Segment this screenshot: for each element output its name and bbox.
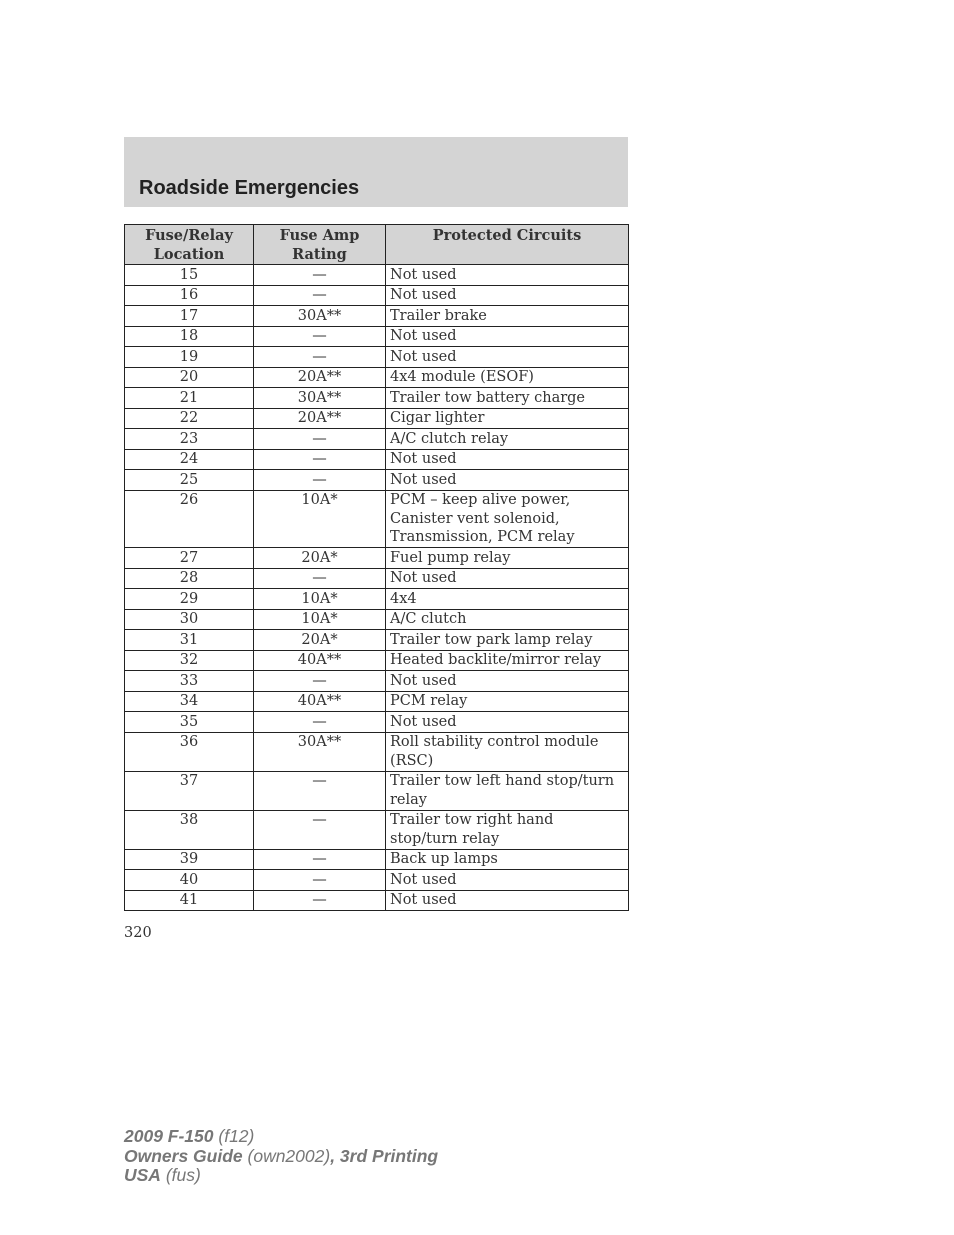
cell-location: 34: [125, 691, 254, 712]
cell-location: 35: [125, 712, 254, 733]
cell-location: 25: [125, 470, 254, 491]
table-row: [125, 630, 629, 651]
table-row: [125, 650, 629, 671]
cell-location: 37: [125, 771, 254, 810]
cell-circuits: Cigar lighter: [386, 408, 629, 429]
cell-location: 18: [125, 326, 254, 347]
cell-circuits: Not used: [386, 712, 629, 733]
cell-circuits: Fuel pump relay: [386, 548, 629, 569]
table-row: [125, 449, 629, 470]
cell-rating: —: [254, 568, 386, 589]
table-row: [125, 388, 629, 409]
cell-rating: —: [254, 285, 386, 306]
cell-location: 26: [125, 490, 254, 548]
cell-circuits: Trailer tow park lamp relay: [386, 630, 629, 651]
cell-rating: —: [254, 771, 386, 810]
document-footer: [124, 1127, 438, 1186]
cell-rating: —: [254, 429, 386, 450]
cell-rating: —: [254, 712, 386, 733]
cell-rating: 30A**: [254, 306, 386, 327]
table-row: [125, 849, 629, 870]
table-row: [125, 367, 629, 388]
table-row: [125, 609, 629, 630]
table-row: [125, 265, 629, 286]
footer-line-guide: Owners Guide (own2002), 3rd Printing: [124, 1145, 439, 1166]
cell-rating: 30A**: [254, 732, 386, 771]
cell-rating: 20A**: [254, 408, 386, 429]
cell-location: 17: [125, 306, 254, 327]
table-row: [125, 490, 629, 548]
column-header-location: Fuse/Relay Location: [125, 225, 254, 265]
cell-circuits: Trailer tow right hand stop/turn relay: [386, 810, 629, 849]
cell-rating: 10A*: [254, 609, 386, 630]
cell-circuits: Trailer tow left hand stop/turn relay: [386, 771, 629, 810]
cell-location: 15: [125, 265, 254, 286]
cell-rating: —: [254, 810, 386, 849]
column-header-circuits: Protected Circuits: [386, 225, 629, 265]
table-row: [125, 712, 629, 733]
cell-rating: —: [254, 870, 386, 891]
cell-circuits: 4x4 module (ESOF): [386, 367, 629, 388]
cell-location: 21: [125, 388, 254, 409]
cell-rating: —: [254, 326, 386, 347]
cell-location: 23: [125, 429, 254, 450]
cell-rating: —: [254, 265, 386, 286]
table-row: [125, 306, 629, 327]
cell-circuits: Back up lamps: [386, 849, 629, 870]
cell-location: 38: [125, 810, 254, 849]
table-row: [125, 548, 629, 569]
cell-rating: 40A**: [254, 691, 386, 712]
table-row: [125, 671, 629, 692]
cell-rating: —: [254, 849, 386, 870]
footer-line-model: 2009 F-150 (f12): [124, 1126, 255, 1146]
cell-circuits: Not used: [386, 347, 629, 368]
cell-rating: —: [254, 890, 386, 911]
cell-circuits: Trailer tow battery charge: [386, 388, 629, 409]
cell-location: 20: [125, 367, 254, 388]
section-title: Roadside Emergencies: [139, 177, 360, 199]
cell-rating: 10A*: [254, 589, 386, 610]
cell-circuits: Not used: [386, 326, 629, 347]
cell-rating: 20A*: [254, 548, 386, 569]
page-number: 320: [124, 925, 152, 941]
table-row: [125, 326, 629, 347]
cell-circuits: Trailer brake: [386, 306, 629, 327]
cell-location: 28: [125, 568, 254, 589]
cell-location: 32: [125, 650, 254, 671]
table-row: [125, 408, 629, 429]
cell-location: 16: [125, 285, 254, 306]
cell-location: 39: [125, 849, 254, 870]
section-header-band: [124, 137, 628, 207]
cell-rating: —: [254, 671, 386, 692]
cell-location: 29: [125, 589, 254, 610]
cell-circuits: Roll stability control module (RSC): [386, 732, 629, 771]
table-row: [125, 285, 629, 306]
cell-rating: 20A**: [254, 367, 386, 388]
table-row: [125, 691, 629, 712]
cell-circuits: PCM – keep alive power, Canister vent solenoid, Transmission, PCM relay: [386, 490, 629, 548]
cell-circuits: Not used: [386, 470, 629, 491]
cell-location: 19: [125, 347, 254, 368]
cell-circuits: Not used: [386, 870, 629, 891]
cell-circuits: PCM relay: [386, 691, 629, 712]
cell-rating: —: [254, 449, 386, 470]
cell-circuits: A/C clutch relay: [386, 429, 629, 450]
column-header-rating: Fuse Amp Rating: [254, 225, 386, 265]
cell-location: 31: [125, 630, 254, 651]
cell-circuits: Not used: [386, 265, 629, 286]
cell-rating: —: [254, 470, 386, 491]
cell-circuits: Not used: [386, 285, 629, 306]
cell-location: 30: [125, 609, 254, 630]
cell-rating: 10A*: [254, 490, 386, 548]
cell-circuits: Not used: [386, 671, 629, 692]
table-row: [125, 732, 629, 771]
cell-location: 24: [125, 449, 254, 470]
cell-circuits: Not used: [386, 890, 629, 911]
cell-location: 36: [125, 732, 254, 771]
table-row: [125, 347, 629, 368]
table-row: [125, 771, 629, 810]
cell-circuits: Not used: [386, 449, 629, 470]
table-row: [125, 429, 629, 450]
cell-rating: 40A**: [254, 650, 386, 671]
table-row: [125, 470, 629, 491]
cell-location: 22: [125, 408, 254, 429]
footer-line-region: USA (fus): [124, 1165, 201, 1185]
table-row: [125, 890, 629, 911]
cell-circuits: A/C clutch: [386, 609, 629, 630]
cell-location: 40: [125, 870, 254, 891]
table-row: [125, 589, 629, 610]
table-row: [125, 870, 629, 891]
cell-circuits: Heated backlite/mirror relay: [386, 650, 629, 671]
cell-rating: —: [254, 347, 386, 368]
fuse-table: [124, 224, 629, 911]
cell-rating: 30A**: [254, 388, 386, 409]
cell-location: 33: [125, 671, 254, 692]
table-header-row: [125, 225, 629, 265]
cell-rating: 20A*: [254, 630, 386, 651]
table-row: [125, 810, 629, 849]
cell-circuits: Not used: [386, 568, 629, 589]
cell-location: 41: [125, 890, 254, 911]
table-row: [125, 568, 629, 589]
cell-location: 27: [125, 548, 254, 569]
cell-circuits: 4x4: [386, 589, 629, 610]
